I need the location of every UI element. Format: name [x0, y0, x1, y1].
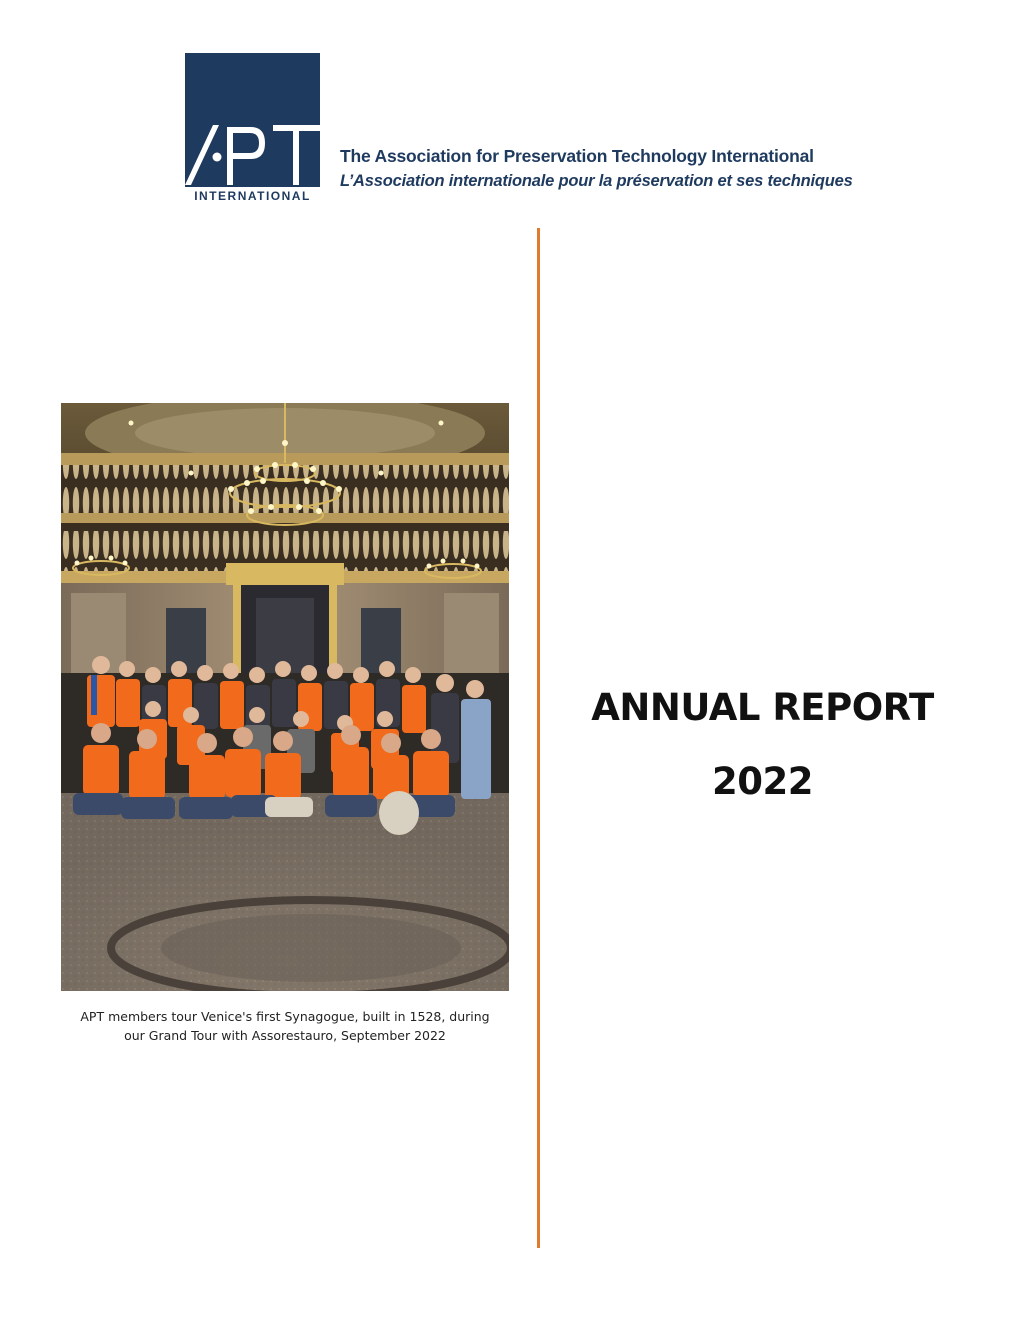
caption-line-2: our Grand Tour with Assorestauro, September 2022	[124, 1028, 446, 1043]
organization-name-french: L’Association internationale pour la préservation et ses techniques	[340, 172, 853, 190]
apt-logo-mark	[185, 53, 320, 203]
report-title: ANNUAL REPORT	[591, 686, 934, 729]
caption-line-1: APT members tour Venice's first Synagogue, built in 1528, during	[80, 1009, 490, 1024]
group-photo	[61, 403, 509, 991]
apt-logo	[185, 53, 320, 203]
organization-name-english: The Association for Preservation Technology International	[340, 146, 814, 166]
report-year: 2022	[712, 760, 813, 803]
synagogue-group-photo	[61, 403, 509, 991]
logo-subtitle: INTERNATIONAL	[194, 189, 311, 203]
vertical-divider	[537, 228, 540, 1248]
photo-caption	[61, 1007, 509, 1045]
